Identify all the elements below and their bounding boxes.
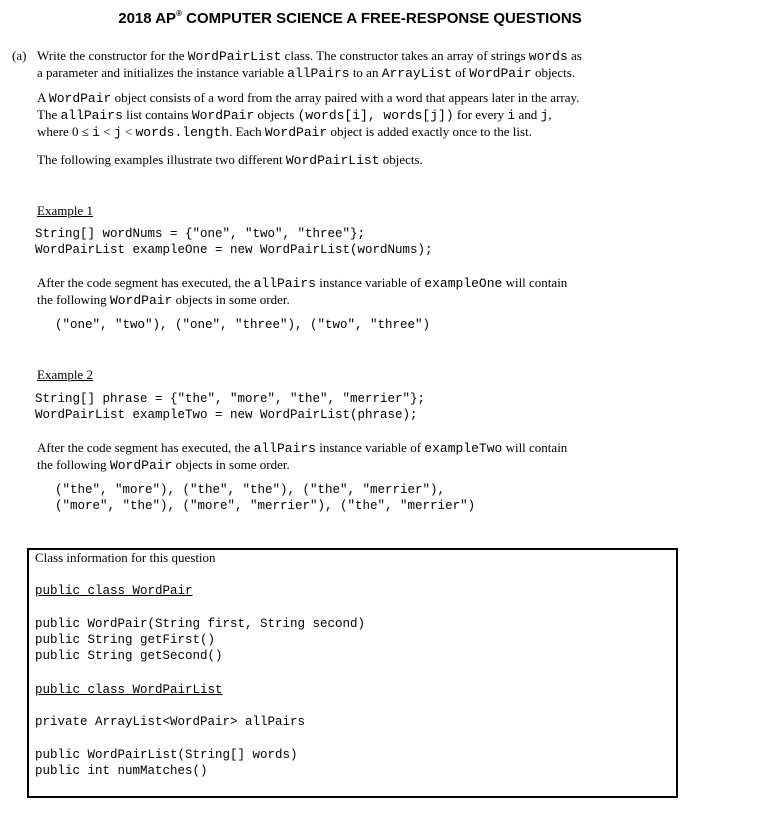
part-a-paragraph-1-line-2: a parameter and initializes the instance variable allPairs to an ArrayList of WordPair objects. — [37, 65, 576, 81]
class-info-heading: Class information for this question — [35, 550, 216, 565]
example-1-result: ("one", "two"), ("one", "three"), ("two", "three") — [55, 318, 431, 332]
part-a-label: (a) — [12, 48, 27, 63]
example-1-heading: Example 1 — [37, 203, 93, 218]
example-1-code-line-1: String[] wordNums = {"one", "two", "three"}; — [35, 227, 366, 241]
example-2-result-line-1: ("the", "more"), ("the", "the"), ("the", "merrier"), — [55, 483, 446, 497]
class-wordpair-declaration: public class WordPair — [35, 584, 193, 598]
nummatches-method: public int numMatches() — [35, 764, 208, 778]
wordpair-getfirst-method: public String getFirst() — [35, 633, 216, 647]
part-a-paragraph-1-line-1: Write the constructor for the WordPairList class. The constructor takes an array of strings words as — [37, 48, 582, 64]
part-a-paragraph-2-line-1: A WordPair object consists of a word from the array paired with a word that appears later in the array. — [37, 90, 580, 106]
class-wordpairlist-declaration: public class WordPairList — [35, 683, 223, 697]
example-2-heading: Example 2 — [37, 367, 93, 382]
example-2-result-line-2: ("more", "the"), ("more", "merrier"), ("the", "merrier") — [55, 499, 476, 513]
example-2-description-line-2: the following WordPair objects in some order. — [37, 457, 290, 473]
wordpair-constructor: public WordPair(String first, String second) — [35, 617, 366, 631]
example-2-code-line-1: String[] phrase = {"the", "more", "the", "merrier"}; — [35, 392, 426, 406]
part-a-paragraph-2-line-3: where 0 ≤ i < j < words.length. Each WordPair object is added exactly once to the list. — [37, 124, 532, 140]
example-1-code-line-2: WordPairList exampleOne = new WordPairList(wordNums); — [35, 243, 433, 257]
example-1-description-line-1: After the code segment has executed, the allPairs instance variable of exampleOne will contain — [37, 275, 568, 291]
page-title: 2018 AP® COMPUTER SCIENCE A FREE-RESPONSE QUESTIONS — [118, 9, 582, 27]
example-1-description-line-2: the following WordPair objects in some order. — [37, 292, 290, 308]
example-2-code-line-2: WordPairList exampleTwo = new WordPairList(phrase); — [35, 408, 418, 422]
wordpairlist-constructor: public WordPairList(String[] words) — [35, 748, 298, 762]
part-a-paragraph-2-line-2: The allPairs list contains WordPair objects (words[i], words[j]) for every i and j, — [37, 107, 552, 123]
part-a-paragraph-3: The following examples illustrate two different WordPairList objects. — [37, 152, 423, 168]
example-2-description-line-1: After the code segment has executed, the allPairs instance variable of exampleTwo will contain — [37, 440, 568, 456]
wordpair-getsecond-method: public String getSecond() — [35, 649, 223, 663]
allpairs-field: private ArrayList<WordPair> allPairs — [35, 715, 306, 729]
